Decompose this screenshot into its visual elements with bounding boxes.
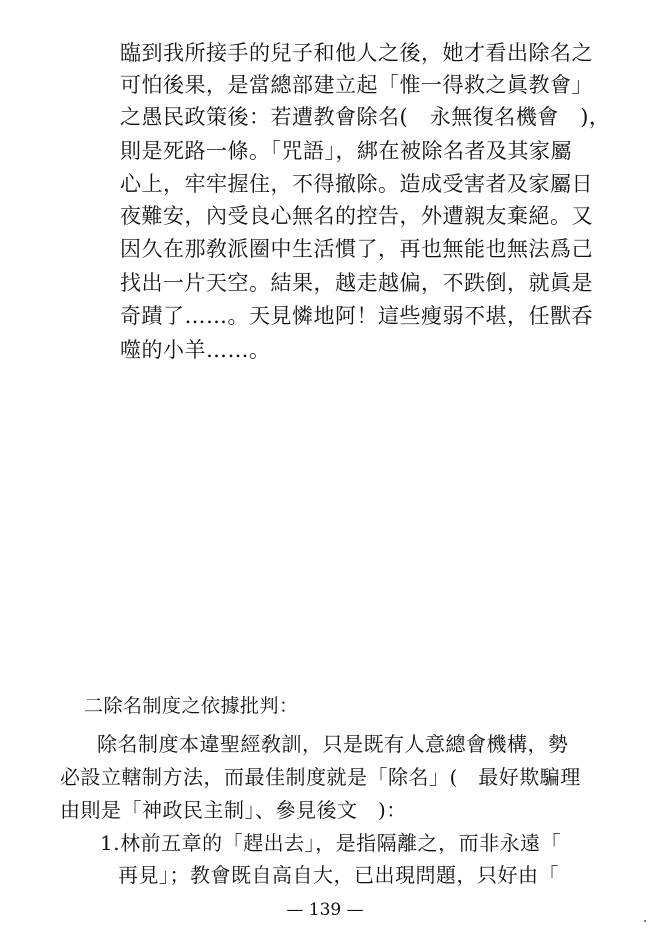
paragraph1-line-2: 可怕後果，是當總部建立起「惟一得救之眞教會」 — [120, 73, 593, 97]
section-heading: 二除名制度之依據批判： — [84, 695, 299, 717]
paragraph1-line-1: 臨到我所接手的兒子和他人之後，她才看出除名之 — [120, 41, 593, 65]
section2-line-3: 由則是「神政民主制」、參見後文 )： — [60, 798, 407, 822]
paragraph1-line-8: 找出一片天空。結果，越走越偏，不跌倒，就眞是 — [120, 271, 593, 295]
paragraph1-line-4: 則是死路一條。「咒語」，綁在被除名者及其家屬 — [120, 139, 572, 163]
paragraph1-line-3: 之愚民政策後：若遭教會除名( 永無復名機會 )， — [120, 105, 611, 129]
paragraph1-line-6: 夜難安，內受良心無名的控告，外遭親友棄絕。又 — [120, 204, 593, 228]
section2-line-1: 除名制度本違聖經敎訓，只是既有人意總會機構，勢 — [97, 732, 569, 756]
page-number: — 139 — — [286, 900, 364, 920]
scan-speck — [644, 920, 646, 922]
paragraph1-line-9: 奇蹟了……。天見憐地阿！這些瘦弱不堪，任獸呑 — [120, 304, 593, 328]
section2-line-2: 必設立轄制方法，而最佳制度就是「除名」( 最好欺騙理 — [60, 765, 581, 789]
paragraph1-line-10: 噬的小羊……。 — [120, 338, 271, 362]
list-item-1-line-1: 1.林前五章的「趕出去」，是指隔離之，而非永遠「 — [100, 831, 562, 855]
list-item-1-line-2: 再見」；教會既自高自大，已出現問題，只好由「 — [118, 863, 559, 887]
paragraph1-line-7: 因久在那敎派圈中生活慣了，再也無能也無法爲己 — [120, 237, 593, 261]
paragraph1-line-5: 心上，牢牢握住，不得撤除。造成受害者及家屬日 — [120, 172, 593, 196]
